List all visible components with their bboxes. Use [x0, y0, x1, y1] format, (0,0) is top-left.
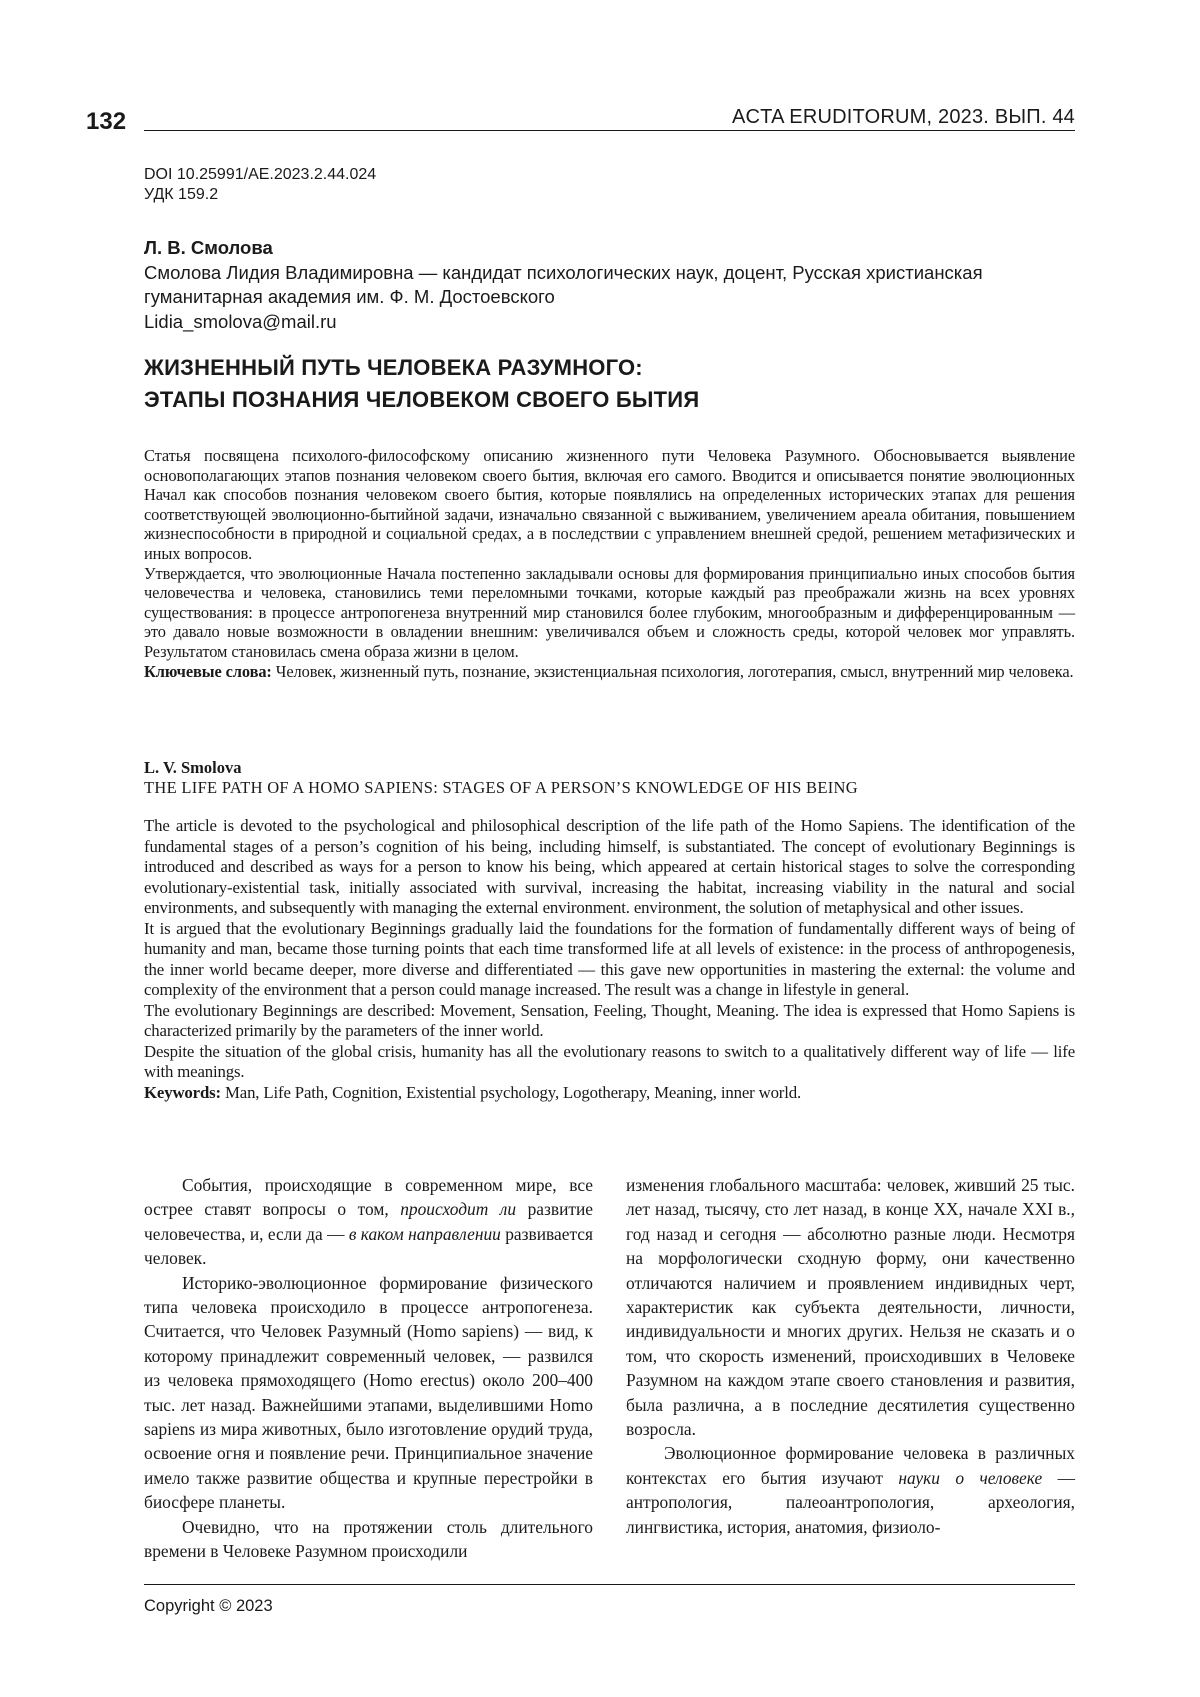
- keywords-ru-list: Человек, жизненный путь, познание, экзистенциальная психология, логотерапия, смысл, внутренний мир человека.: [276, 662, 1074, 681]
- author-email: Lidia_smolova@mail.ru: [144, 310, 1075, 335]
- body-column-left: [144, 1173, 593, 1564]
- article-identifiers: [144, 165, 1075, 205]
- body-paragraph: Очевидно, что на протяжении столь длительного времени в Человеке Разумном происходили: [144, 1515, 593, 1564]
- abstract-ru-paragraph: Утверждается, что эволюционные Начала постепенно закладывали основы для формирования принципиально иных способов бытия человечества и человека, становились теми переломными точками, которые каждый раз преображали жизнь на всех уровнях существования: в процессе антропогенеза внутренний мир становился более глубоким, многообразным и дифференцированным — это давало новые возможности в овладении внешним: увеличивался объем и сложность среды, которой человек мог управлять. Результатом становилась смена образа жизни в целом.: [144, 564, 1075, 662]
- page-number: 132: [86, 108, 126, 136]
- keywords-en-label: Keywords:: [144, 1083, 221, 1102]
- title-ru-line-1: ЖИЗНЕННЫЙ ПУТЬ ЧЕЛОВЕКА РАЗУМНОГО:: [144, 352, 1075, 384]
- abstract-ru-paragraph: Статья посвящена психолого-философскому описанию жизненного пути Человека Разумного. Обосновывается выявление основополагающих этапов познания человеком своего бытия, включая его самого. Вводится и описывается понятие эволюционных Начал как способов познания человеком своего бытия, которые появлялись на определенных исторических этапах для решения соответствующей эволюционно-бытийной задачи, изначально связанной с выживанием, увеличением ареала обитания, повышением жизнеспособности в природной и социальной средах, а в последствии с управлением внешней средой, решением метафизических и иных вопросов.: [144, 446, 1075, 564]
- copyright: Copyright © 2023: [144, 1597, 273, 1616]
- body-text: События, происходящие в современном мире, все острее ставят вопросы о том,: [144, 1175, 593, 1219]
- abstract-ru: [144, 446, 1075, 681]
- keywords-en: [144, 1083, 1075, 1104]
- abstract-en-paragraph: It is argued that the evolutionary Beginnings gradually laid the foundations for the formation of fundamentally different ways of being of humanity and man, became those turning points that each time transformed life at all levels of existence: in the process of anthropogenesis, the inner world became deeper, more diverse and differentiated — this gave new opportunities in mastering the external: the volume and complexity of the environment that a person could manage increased. The result was a change in lifestyle in general.: [144, 919, 1075, 1001]
- footer-divider: [144, 1584, 1075, 1585]
- body-paragraph: [626, 1441, 1075, 1539]
- doi: DOI 10.25991/AE.2023.2.44.024: [144, 165, 1075, 185]
- body-text: Эволюционное формирование человека в различных контекстах его бытия изучают: [626, 1443, 1075, 1487]
- body-paragraph: [144, 1173, 593, 1271]
- keywords-en-list: Man, Life Path, Cognition, Existential psychology, Logotherapy, Meaning, inner world.: [225, 1083, 801, 1102]
- author-name-en: L. V. Smolova: [144, 758, 1075, 778]
- body-paragraph: Историко-эволюционное формирование физического типа человека происходило в процессе антропогенеза. Считается, что Человек Разумный (Homo sapiens) — вид, к которому принадлежит современный человек, — развился из человека прямоходящего (Homo erectus) около 200–400 тыс. лет назад. Важнейшими этапами, выделившими Homo sapiens из мира животных, было изготовление орудий труда, освоение огня и появление речи. Принципиальное значение имело также развитие общества и крупные перестройки в биосфере планеты.: [144, 1271, 593, 1515]
- keywords-ru: [144, 662, 1075, 682]
- abstract-en-paragraph: The evolutionary Beginnings are described: Movement, Sensation, Feeling, Thought, Meaning. The idea is expressed that Homo Sapiens is characterized primarily by the parameters of the inner world.: [144, 1001, 1075, 1042]
- body-emphasis: науки о человеке: [898, 1468, 1042, 1488]
- journal-title: ACTA ERUDITORUM, 2023. ВЫП. 44: [732, 106, 1075, 129]
- keywords-ru-label: Ключевые слова:: [144, 662, 272, 681]
- abstract-en-paragraph: The article is devoted to the psychological and philosophical description of the life path of the Homo Sapiens. The identification of the fundamental stages of a person’s cognition of his being, including himself, is substantiated. The concept of evolutionary Beginnings is introduced and described as ways for a person to know his being, which appeared at certain historical stages to solve the corresponding evolutionary-existential task, initially associated with survival, increasing the habitat, increasing viability in the natural and social environments, and subsequently with managing the external environment. environment, the solution of metaphysical and other issues.: [144, 816, 1075, 919]
- body-column-right: [626, 1173, 1075, 1539]
- article-title-ru: [144, 352, 1075, 416]
- header-divider: [144, 130, 1075, 131]
- body-text: развитие человечества, и, если да —: [144, 1199, 593, 1243]
- title-ru-line-2: ЭТАПЫ ПОЗНАНИЯ ЧЕЛОВЕКОМ СВОЕГО БЫТИЯ: [144, 384, 1075, 416]
- abstract-en: [144, 816, 1075, 1103]
- body-emphasis: происходит ли: [400, 1199, 516, 1219]
- author-bio-ru: Смолова Лидия Владимировна — кандидат психологических наук, доцент, Русская христианская гуманитарная академия им. Ф. М. Достоевского: [144, 261, 1075, 310]
- body-text: развивается человек.: [144, 1224, 593, 1268]
- article-title-en: THE LIFE PATH OF A HOMO SAPIENS: STAGES OF A PERSON’S KNOWLEDGE OF HIS BEING: [144, 778, 1075, 798]
- author-name-ru: Л. В. Смолова: [144, 236, 1075, 261]
- body-emphasis: в каком направлении: [349, 1224, 501, 1244]
- body-text: — антропология, палеоантропология, археология, лингвистика, история, анатомия, физиоло-: [626, 1468, 1075, 1537]
- abstract-en-paragraph: Despite the situation of the global crisis, humanity has all the evolutionary reasons to switch to a qualitatively different way of life — life with meanings.: [144, 1042, 1075, 1083]
- author-info-en: [144, 758, 1075, 798]
- body-paragraph: изменения глобального масштаба: человек, живший 25 тыс. лет назад, тысячу, сто лет назад, в конце XX, начале XXI в., год назад и сегодня — абсолютно разные люди. Несмотря на морфологически сходную форму, они качественно отличаются наличием и проявлением индивидных черт, характеристик как субъекта деятельности, личности, индивидуальности и многих других. Нельзя не сказать и о том, что скорость изменений, происходивших в Человеке Разумном на каждом этапе своего становления и развития, была различна, а в последние десятилетия существенно возросла.: [626, 1173, 1075, 1441]
- author-info-ru: [144, 236, 1075, 334]
- udc: УДК 159.2: [144, 185, 1075, 205]
